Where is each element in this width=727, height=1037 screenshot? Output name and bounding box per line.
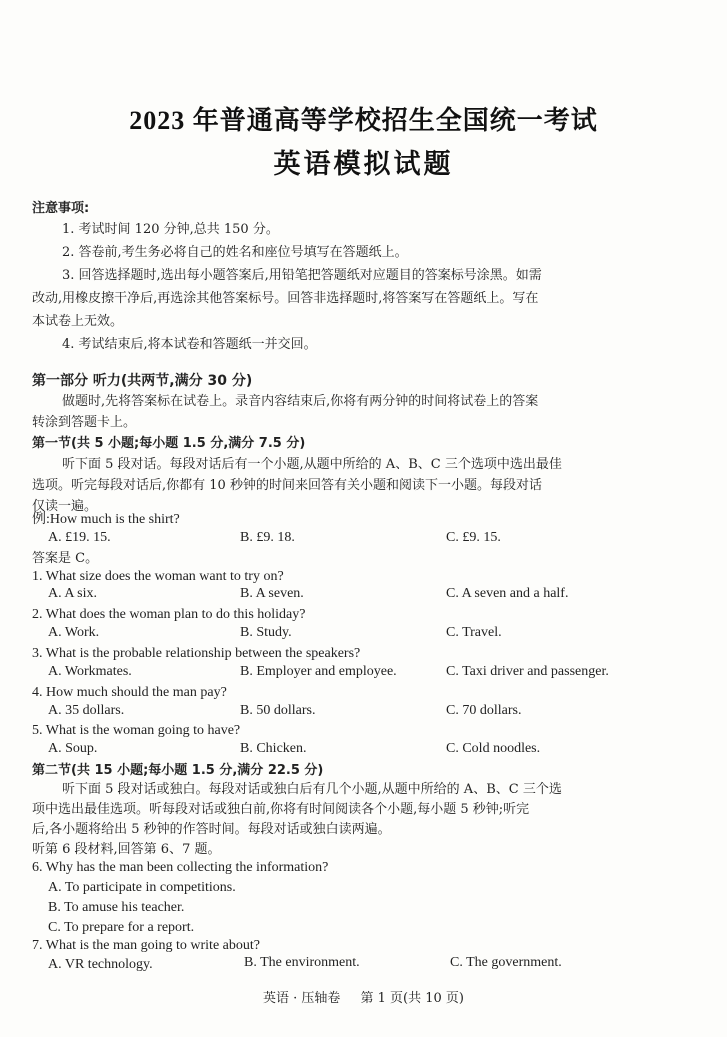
question-1-option-b: B. A seven. xyxy=(240,586,304,601)
question-3-option-c: C. Taxi driver and passenger. xyxy=(446,664,609,679)
question-4-option-a: A. 35 dollars. xyxy=(48,703,125,718)
question-2: 2. What does the woman plan to do this holiday? xyxy=(32,607,306,622)
footer-subject: 英语 · 压轴卷 xyxy=(262,991,341,1006)
example-option-b: B. £9. 18. xyxy=(240,530,295,545)
section2-heading: 第二节(共 15 小题;每小题 1.5 分,满分 22.5 分) xyxy=(32,763,324,778)
question-6: 6. Why has the man been collecting the information? xyxy=(32,860,329,875)
question-5-option-a: A. Soup. xyxy=(48,741,98,756)
notice-item-3-line-3: 本试卷上无效。 xyxy=(32,314,124,329)
question-2-option-b: B. Study. xyxy=(240,625,292,640)
question-5-option-b: B. Chicken. xyxy=(240,741,307,756)
question-5: 5. What is the woman going to have? xyxy=(32,723,241,738)
question-6-option-c: C. To prepare for a report. xyxy=(48,920,195,935)
section2-intro-line-2: 项中选出最佳选项。听每段对话或独白前,你将有时间阅读各个小题,每小题 5 秒钟;听完 xyxy=(32,802,530,817)
section1-intro-line-3: 仅读一遍。 xyxy=(32,499,98,514)
notice-item-2: 2. 答卷前,考生务必将自己的姓名和座位号填写在答题纸上。 xyxy=(62,245,408,260)
notice-heading: 注意事项: xyxy=(32,201,90,216)
question-4: 4. How much should the man pay? xyxy=(32,685,227,700)
question-7-option-a: A. VR technology. xyxy=(48,957,153,972)
notice-item-3-line-1: 3. 回答选择题时,选出每小题答案后,用铅笔把答题纸对应题目的答案标号涂黑。如需 xyxy=(62,268,542,283)
section1-intro-line-2: 选项。听完每段对话后,你都有 10 秒钟的时间来回答有关小题和阅读下一小题。每段对话 xyxy=(32,478,542,493)
section1-heading: 第一节(共 5 小题;每小题 1.5 分,满分 7.5 分) xyxy=(32,436,306,451)
question-1: 1. What size does the woman want to try on? xyxy=(32,569,284,584)
question-2-option-a: A. Work. xyxy=(48,625,100,640)
section2-intro-line-1: 听下面 5 段对话或独白。每段对话或独白后有几个小题,从题中所给的 A、B、C 三个选 xyxy=(62,782,562,797)
question-5-option-c: C. Cold noodles. xyxy=(446,741,541,756)
question-7: 7. What is the man going to write about? xyxy=(32,938,260,953)
example-question: 例:How much is the shirt? xyxy=(32,512,180,527)
question-6-option-a: A. To participate in competitions. xyxy=(48,880,236,895)
question-4-option-b: B. 50 dollars. xyxy=(240,703,316,718)
section1-intro-line-1: 听下面 5 段对话。每段对话后有一个小题,从题中所给的 A、B、C 三个选项中选出最佳 xyxy=(62,457,562,472)
section2-intro-line-3: 后,各小题将给出 5 秒钟的作答时间。每段对话或独白读两遍。 xyxy=(32,822,391,837)
part1-intro-line-2: 转涂到答题卡上。 xyxy=(32,415,137,430)
part1-intro-line-1: 做题时,先将答案标在试卷上。录音内容结束后,你将有两分钟的时间将试卷上的答案 xyxy=(62,394,539,409)
question-1-option-c: C. A seven and a half. xyxy=(446,586,569,601)
sub-title: 英语模拟试题 xyxy=(273,149,454,179)
question-3: 3. What is the probable relationship between the speakers? xyxy=(32,646,361,661)
question-2-option-c: C. Travel. xyxy=(446,625,502,640)
part1-heading: 第一部分 听力(共两节,满分 30 分) xyxy=(32,373,253,389)
question-7-option-b: B. The environment. xyxy=(244,955,360,970)
question-3-option-b: B. Employer and employee. xyxy=(240,664,397,679)
footer-page-number: 第 1 页(共 10 页) xyxy=(360,991,465,1006)
page-footer xyxy=(0,987,727,1006)
notice-item-4: 4. 考试结束后,将本试卷和答题纸一并交回。 xyxy=(62,337,317,352)
question-3-option-a: A. Workmates. xyxy=(48,664,132,679)
question-1-option-a: A. A six. xyxy=(48,586,98,601)
example-option-a: A. £19. 15. xyxy=(48,530,111,545)
example-option-c: C. £9. 15. xyxy=(446,530,501,545)
main-title: 2023 年普通高等学校招生全国统一考试 xyxy=(129,106,598,135)
notice-item-1: 1. 考试时间 120 分钟,总共 150 分。 xyxy=(62,222,279,237)
question-6-option-b: B. To amuse his teacher. xyxy=(48,900,185,915)
question-7-option-c: C. The government. xyxy=(450,955,562,970)
notice-item-3-line-2: 改动,用橡皮擦干净后,再选涂其他答案标号。回答非选择题时,将答案写在答题纸上。写在 xyxy=(32,291,539,306)
example-answer: 答案是 C。 xyxy=(32,551,99,566)
group-intro: 听第 6 段材料,回答第 6、7 题。 xyxy=(32,842,221,857)
question-4-option-c: C. 70 dollars. xyxy=(446,703,522,718)
